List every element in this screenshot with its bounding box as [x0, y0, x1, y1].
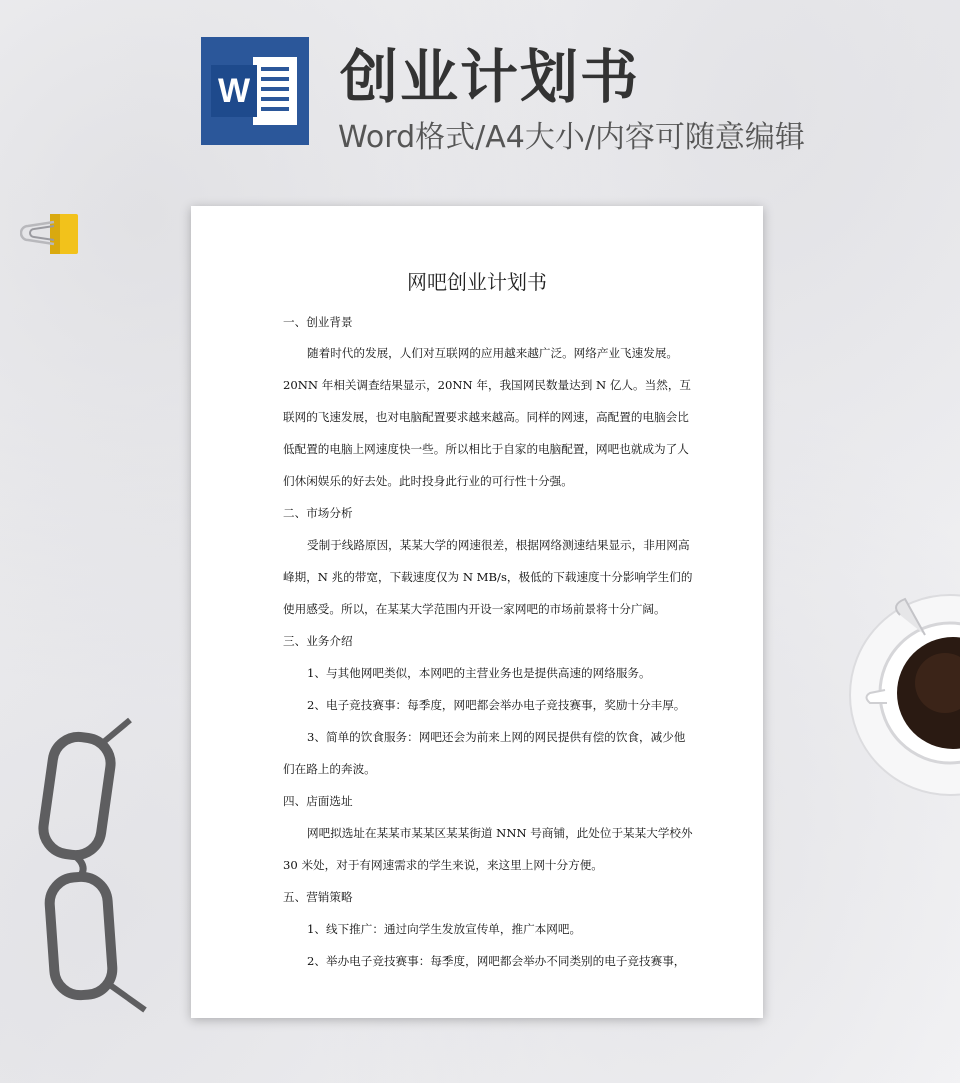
banner-header [0, 0, 960, 170]
banner-title: 创业计划书 [340, 43, 641, 111]
paragraph-line: 2、电子竞技赛事：每季度，网吧都会举办电子竞技赛事，奖励十分丰厚。 [307, 698, 686, 712]
eyeglasses-icon [30, 715, 180, 1015]
document-page [191, 206, 763, 1018]
word-logo-letter: W [211, 65, 257, 117]
section-heading: 三、业务介绍 [283, 634, 353, 648]
paragraph-line: 1、与其他网吧类似，本网吧的主营业务也是提供高速的网络服务。 [307, 666, 651, 680]
section-heading: 二、市场分析 [283, 506, 353, 520]
word-logo-icon [201, 37, 309, 145]
section-heading: 四、店面选址 [283, 794, 353, 808]
paragraph-line: 们在路上的奔波。 [283, 762, 376, 776]
paragraph-line: 2、举办电子竞技赛事：每季度，网吧都会举办不同类别的电子竞技赛事， [307, 954, 686, 968]
paragraph-line: 20NN 年相关调查结果显示，20NN 年，我国网民数量达到 N 亿人。当然，互 [283, 378, 692, 392]
paragraph-line: 们休闲娱乐的好去处。此时投身此行业的可行性十分强。 [283, 474, 573, 488]
paragraph-line: 峰期，N 兆的带宽，下载速度仅为 N MB/s，极低的下载速度十分影响学生们的 [283, 570, 693, 584]
paragraph-line: 联网的飞速发展，也对电脑配置要求越来越高。同样的网速，高配置的电脑会比 [283, 410, 689, 424]
section-heading: 一、创业背景 [283, 315, 353, 329]
paragraph-line: 网吧拟选址在某某市某某区某某街道 NNN 号商铺，此处位于某某大学校外 [307, 826, 693, 840]
paragraph-line: 随着时代的发展，人们对互联网的应用越来越广泛。网络产业飞速发展。 [307, 346, 679, 360]
banner-subtitle: Word格式/A4大小/内容可随意编辑 [338, 120, 805, 155]
paragraph-line: 1、线下推广：通过向学生发放宣传单，推广本网吧。 [307, 922, 582, 936]
paragraph-line: 受制于线路原因，某某大学的网速很差，根据网络测速结果显示，非用网高 [307, 538, 690, 552]
paragraph-line: 3、简单的饮食服务：网吧还会为前来上网的网民提供有偿的饮食，减少他 [307, 730, 686, 744]
word-logo-page [253, 57, 297, 125]
paragraph-line: 30 米处，对于有网速需求的学生来说，来这里上网十分方便。 [283, 858, 603, 872]
paragraph-line: 低配置的电脑上网速度快一些。所以相比于自家的电脑配置，网吧也就成为了人 [283, 442, 689, 456]
document-title: 网吧创业计划书 [407, 270, 547, 294]
coffee-cup-icon [845, 585, 960, 805]
paragraph-line: 使用感受。所以，在某某大学范围内开设一家网吧的市场前景将十分广阔。 [283, 602, 666, 616]
binder-clip-icon [20, 212, 80, 256]
section-heading: 五、营销策略 [283, 890, 353, 904]
